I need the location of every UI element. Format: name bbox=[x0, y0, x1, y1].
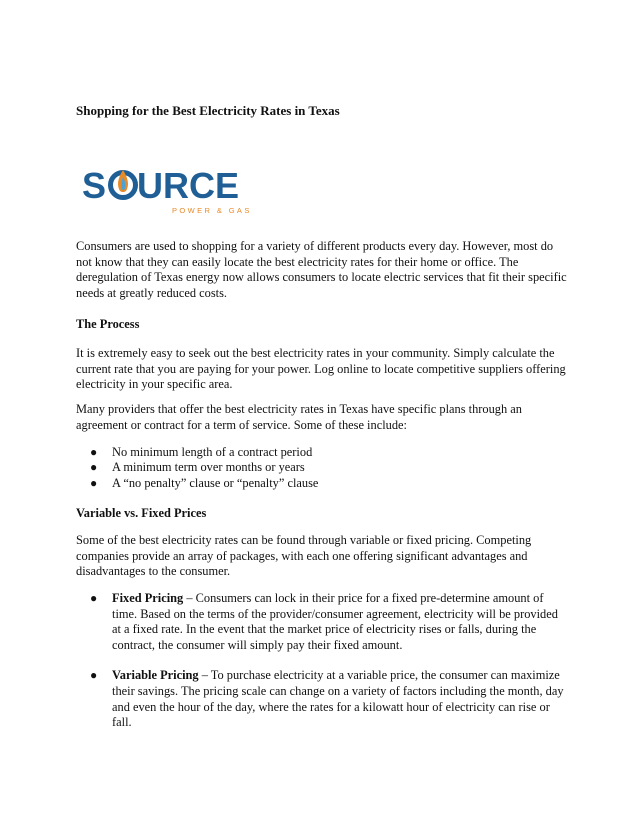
fixed-pricing-text: – Consumers can lock in their price for a fixed pre-determine amount of time. Based on the terms of the provider/consumer agreement, electricity will be provided at a fixed rate. In the event that the market price of electricity rises or falls, during the contract, the consumer will simply pay their fixed amount. bbox=[112, 591, 558, 652]
document-title: Shopping for the Best Electricity Rates in Texas bbox=[76, 103, 340, 118]
logo-flame-o-icon bbox=[111, 170, 136, 198]
pricing-list bbox=[76, 591, 568, 731]
process-paragraph: It is extremely easy to seek out the best electricity rates in your community. Simply calculate the current rate that you are paying for your power. Log online to locate competitive suppliers offering electricity in your specific area. bbox=[76, 346, 566, 392]
variable-pricing-text: – To purchase electricity at a variable price, the consumer can maximize their savings. The pricing scale can change on a variety of factors including the month, day and even the hour of the day, where the rates for a kilowatt hour of electricity can rise or fall. bbox=[112, 668, 564, 730]
plan-list bbox=[76, 445, 568, 491]
process-heading: The Process bbox=[76, 317, 140, 331]
bullet-icon: ● bbox=[90, 445, 98, 459]
bullet-icon: ● bbox=[90, 668, 98, 683]
list-item bbox=[76, 668, 568, 730]
list-item: ● A “no penalty” clause or “penalty” clause bbox=[90, 475, 319, 490]
list-item bbox=[76, 591, 568, 653]
pricing-heading: Variable vs. Fixed Prices bbox=[76, 506, 207, 520]
bullet-icon: ● bbox=[90, 591, 98, 605]
logo-wordmark-right: URCE bbox=[137, 165, 240, 206]
pricing-paragraph: Some of the best electricity rates can be found through variable or fixed pricing. Competing companies provide an array of packages, with each one offering significant advantages and disadvantages to the consumer. bbox=[76, 533, 532, 579]
fixed-pricing-term: Fixed Pricing bbox=[112, 591, 184, 605]
source-power-gas-logo bbox=[76, 160, 256, 218]
bullet-icon: ● bbox=[90, 475, 98, 490]
intro-paragraph: Consumers are used to shopping for a variety of different products every day. However, most do not know that they can easily locate the best electricity rates for their home or office. The deregulation of Texas energy now allows consumers to locate electric services that fit their specific needs at greatly reduced costs. bbox=[76, 239, 567, 300]
logo-tagline: POWER & GAS bbox=[172, 206, 252, 215]
logo-wordmark-left: S bbox=[82, 165, 107, 206]
providers-paragraph: Many providers that offer the best electricity rates in Texas have specific plans through an agreement or contract for a term of service. Some of these include: bbox=[76, 402, 522, 432]
variable-pricing-term: Variable Pricing bbox=[112, 668, 199, 683]
list-item: ● No minimum length of a contract period bbox=[90, 445, 313, 459]
bullet-icon: ● bbox=[90, 460, 98, 475]
list-item: ● A minimum term over months or years bbox=[90, 460, 305, 475]
